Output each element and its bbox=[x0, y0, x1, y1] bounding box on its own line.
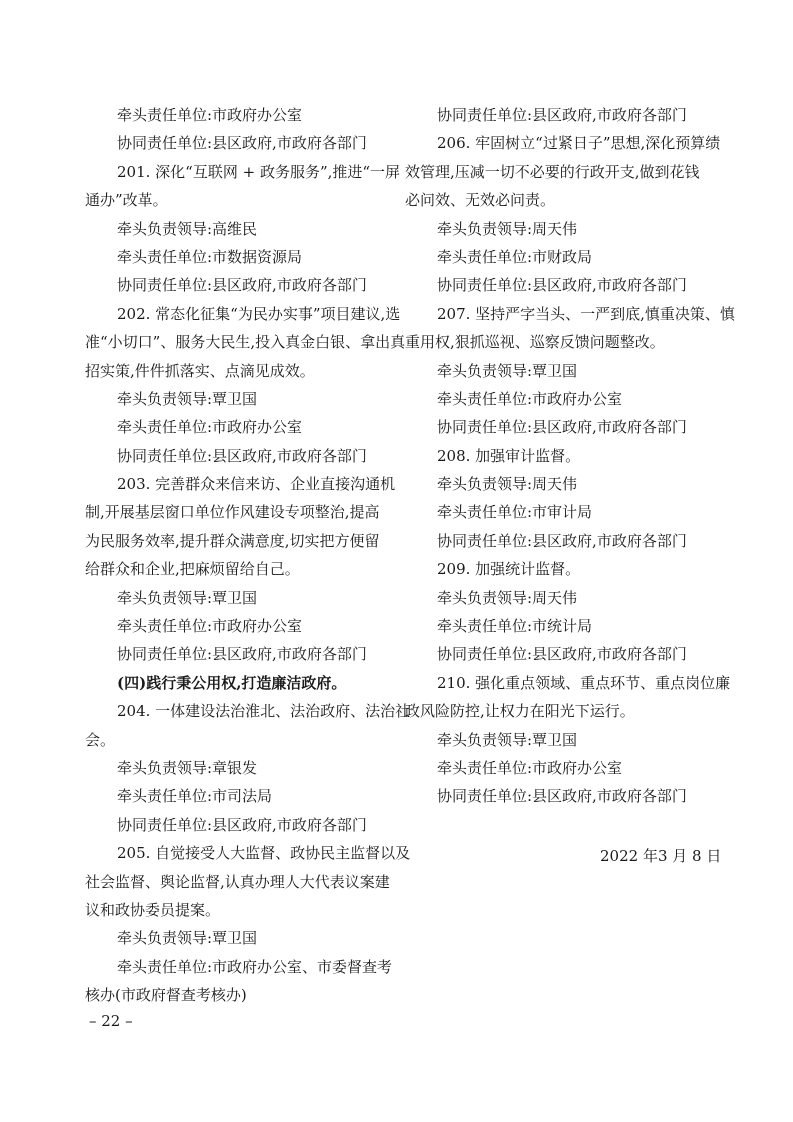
text-line: 204. 一体建设法治淮北、法治政府、法治社 bbox=[117, 702, 411, 721]
text-line: 牵头责任单位:市审计局 bbox=[437, 503, 593, 522]
text-line: 协同责任单位:县区政府,市政府各部门 bbox=[117, 815, 367, 834]
text-line: 牵头责任单位:市司法局 bbox=[117, 787, 273, 806]
text-line: 牵头责任单位:市统计局 bbox=[437, 617, 593, 636]
text-line: 202. 常态化征集“为民办实事”项目建议,选 bbox=[117, 304, 401, 323]
right-column bbox=[405, 101, 735, 811]
text-line: 协同责任单位:县区政府,市政府各部门 bbox=[117, 134, 367, 153]
text-line: 牵头责任单位:市数据资源局 bbox=[117, 247, 303, 266]
text-line: 205. 自觉接受人大监督、政协民主监督以及 bbox=[117, 844, 411, 863]
text-line: 牵头责任单位:市政府办公室 bbox=[437, 389, 623, 408]
text-line: 准“小切口”、服务大民生,投入真金白银、拿出真 bbox=[85, 333, 406, 352]
text-line: 协同责任单位:县区政府,市政府各部门 bbox=[117, 276, 367, 295]
text-line: 牵头负责领导:覃卫国 bbox=[117, 929, 258, 948]
text-line: 203. 完善群众来信来访、企业直接沟通机 bbox=[117, 475, 396, 494]
text-line: 为民服务效率,提升群众满意度,切实把方便留 bbox=[85, 531, 380, 550]
text-line: 牵头负责领导:覃卫国 bbox=[117, 389, 258, 408]
text-line: 协同责任单位:县区政府,市政府各部门 bbox=[437, 106, 687, 124]
text-line: 牵头责任单位:市政府办公室 bbox=[117, 106, 303, 124]
text-line: 协同责任单位:县区政府,市政府各部门 bbox=[117, 645, 367, 664]
text-line: 牵头负责领导:周天伟 bbox=[437, 588, 578, 607]
text-line: 政风险防控,让权力在阳光下运行。 bbox=[405, 702, 635, 721]
text-line: 重用权,狠抓巡视、巡察反馈问题整改。 bbox=[405, 333, 665, 352]
text-line: 给群众和企业,把麻烦留给自己。 bbox=[85, 560, 300, 579]
page-number: – 22 – bbox=[89, 1012, 133, 1030]
text-line: 协同责任单位:县区政府,市政府各部门 bbox=[437, 531, 687, 550]
text-line: 制,开展基层窗口单位作风建设专项整治,提高 bbox=[85, 503, 380, 522]
text-line: 协同责任单位:县区政府,市政府各部门 bbox=[437, 787, 687, 806]
text-line: 社会监督、舆论监督,认真办理人大代表议案建 bbox=[85, 872, 390, 891]
left-column bbox=[85, 101, 411, 1010]
document-date: 2022 年3 月 8 日 bbox=[600, 847, 722, 865]
text-line: 牵头责任单位:市政府办公室、市委督查考 bbox=[117, 957, 393, 976]
text-line: 协同责任单位:县区政府,市政府各部门 bbox=[437, 276, 687, 295]
text-line: 招实策,件件抓落实、点滴见成效。 bbox=[85, 361, 315, 380]
text-line: 会。 bbox=[85, 730, 116, 749]
section-heading: (四)践行秉公用权,打造廉洁政府。 bbox=[117, 673, 347, 692]
text-line: 206. 牢固树立“过紧日子”思想,深化预算绩 bbox=[437, 134, 721, 153]
text-line: 201. 深化“互联网 + 政务服务”,推进“一屏 bbox=[117, 162, 401, 181]
text-line: 牵头责任单位:市政府办公室 bbox=[437, 758, 623, 777]
text-line: 效管理,压减一切不必要的行政开支,做到花钱 bbox=[405, 162, 700, 181]
text-line: 牵头负责领导:覃卫国 bbox=[117, 588, 258, 607]
text-line: 必问效、无效必问责。 bbox=[405, 191, 556, 210]
text-line: 牵头负责领导:覃卫国 bbox=[437, 730, 578, 749]
text-line: 207. 坚持严字当头、一严到底,慎重决策、慎 bbox=[437, 304, 735, 323]
text-line: 议和政协委员提案。 bbox=[85, 900, 221, 919]
text-line: 协同责任单位:县区政府,市政府各部门 bbox=[117, 446, 367, 465]
text-line: 209. 加强统计监督。 bbox=[437, 560, 581, 579]
text-line: 协同责任单位:县区政府,市政府各部门 bbox=[437, 418, 687, 437]
text-line: 牵头责任单位:市财政局 bbox=[437, 247, 593, 266]
text-line: 牵头负责领导:周天伟 bbox=[437, 475, 578, 494]
text-line: 牵头负责领导:周天伟 bbox=[437, 219, 578, 238]
text-line: 208. 加强审计监督。 bbox=[437, 446, 581, 465]
text-line: 牵头负责领导:覃卫国 bbox=[437, 361, 578, 380]
text-line: 牵头责任单位:市政府办公室 bbox=[117, 418, 303, 437]
text-line: 牵头责任单位:市政府办公室 bbox=[117, 617, 303, 636]
text-line: 通办”改革。 bbox=[85, 191, 168, 210]
text-line: 牵头负责领导:高维民 bbox=[117, 219, 258, 238]
text-line: 210. 强化重点领域、重点环节、重点岗位廉 bbox=[437, 673, 731, 692]
text-line: 协同责任单位:县区政府,市政府各部门 bbox=[437, 645, 687, 664]
text-line: 核办(市政府督查考核办) bbox=[85, 986, 247, 1005]
text-line: 牵头负责领导:章银发 bbox=[117, 758, 258, 777]
